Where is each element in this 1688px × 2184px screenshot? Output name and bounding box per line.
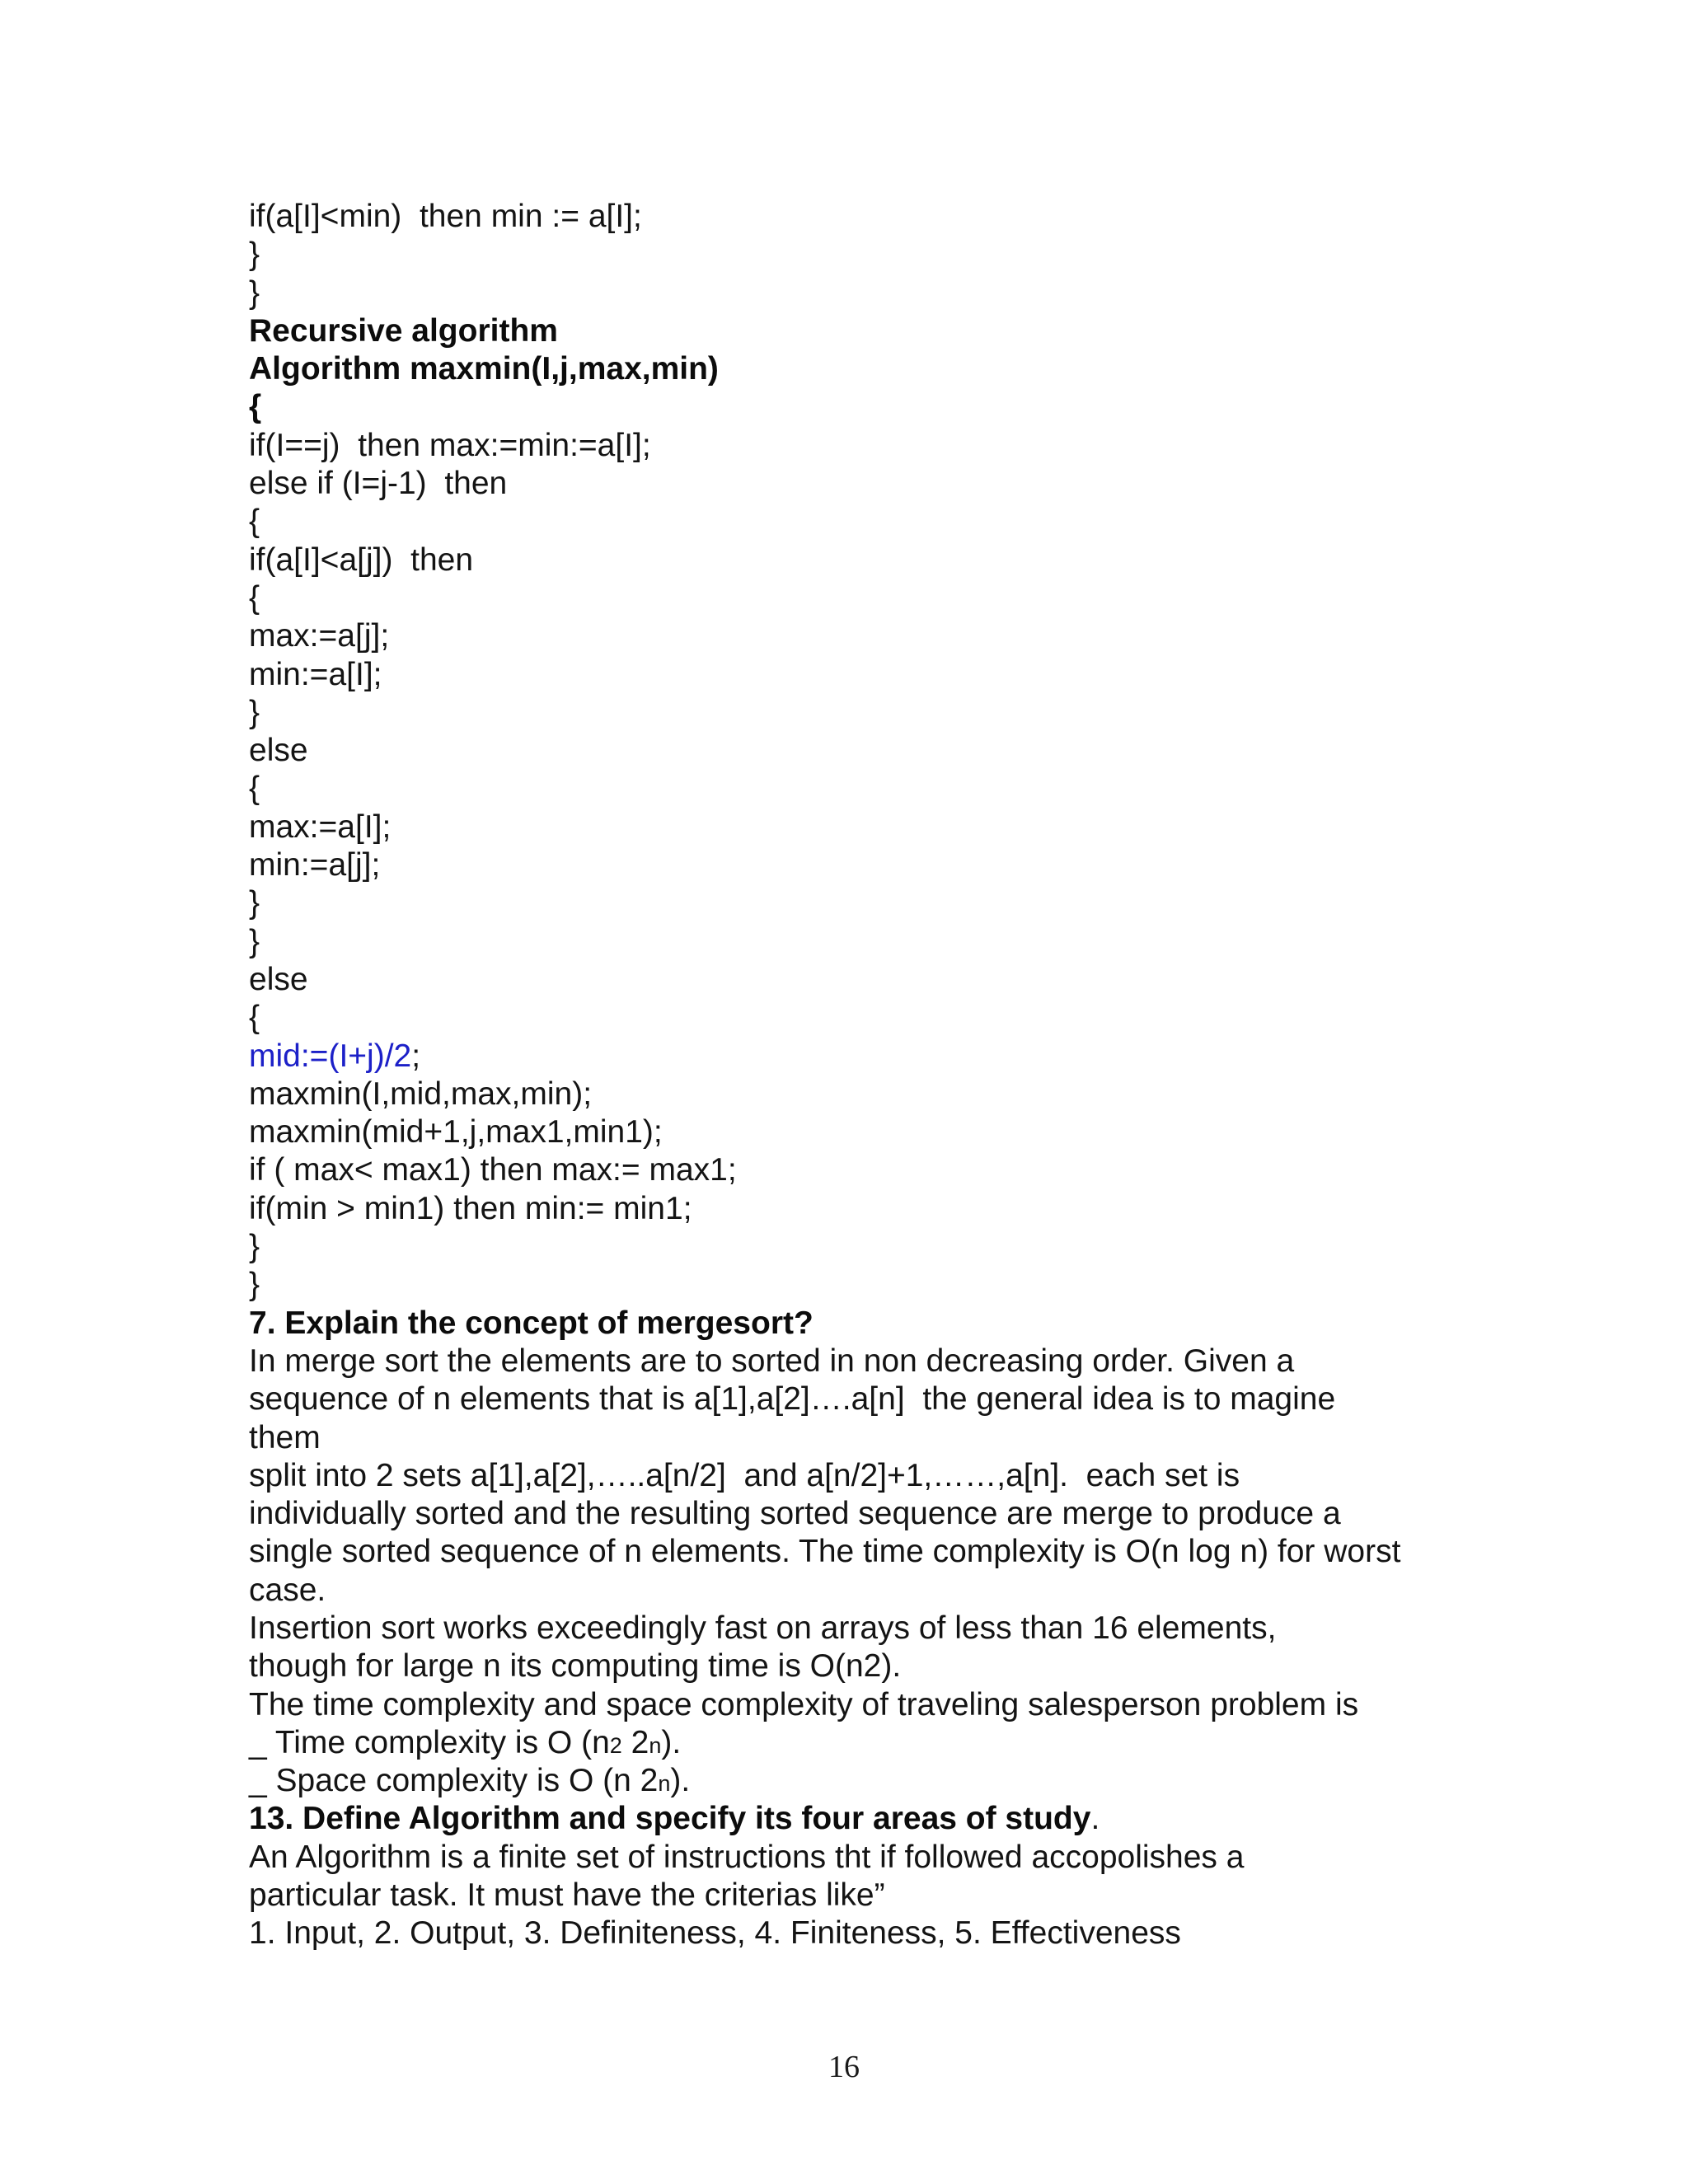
code-line: { [249,504,260,540]
algorithm-signature: Algorithm maxmin(I,j,max,min) [249,351,719,387]
space-complexity-exponent: n [658,1771,671,1797]
open-brace: { [249,389,262,425]
code-line: if(min > min1) then min:= min1; [249,1190,692,1226]
paragraph-line: individually sorted and the resulting sorted sequence are merge to produce a [249,1496,1341,1532]
code-line: { [249,579,260,616]
paragraph-line: case. [249,1572,326,1608]
time-complexity-base: 2 [621,1724,649,1760]
code-line: maxmin(I,mid,max,min); [249,1076,593,1112]
space-complexity-prefix: _ Space complexity is O (n 2 [249,1763,659,1799]
code-line: if(I==j) then max:=min:=a[I]; [249,427,651,463]
code-line: if(a[I]<min) then min := a[I]; [249,199,642,234]
code-line: } [249,1229,260,1265]
mid-assignment-line [249,1038,1535,1076]
code-line: { [249,1000,260,1036]
code-line: else if (I=j-1) then [249,466,508,502]
paragraph-line: though for large n its computing time is O(n2). [249,1648,902,1685]
question-13-heading: 13. Define Algorithm and specify its four areas of study [249,1801,1091,1837]
code-line: else [249,961,308,997]
time-complexity-exponent-n: n [649,1732,662,1758]
mid-semicolon: ; [411,1038,421,1074]
code-line: } [249,923,260,959]
paragraph-line: 1. Input, 2. Output, 3. Definiteness, 4. Finiteness, 5. Effectiveness [249,1915,1181,1952]
paragraph-line: An Algorithm is a finite set of instructions tht if followed accopolishes a [249,1839,1245,1875]
paragraph-line: single sorted sequence of n elements. The time complexity is O(n log n) for worst [249,1534,1401,1570]
paragraph-line: Insertion sort works exceedingly fast on arrays of less than 16 elements, [249,1610,1277,1646]
paragraph-line: particular task. It must have the criterias like” [249,1877,885,1914]
code-line: if ( max< max1) then max:= max1; [249,1152,737,1188]
paragraph-line: In merge sort the elements are to sorted in non decreasing order. Given a [249,1343,1295,1379]
time-complexity-suffix: ). [661,1724,682,1760]
code-line: max:=a[I]; [249,808,392,845]
code-line: max:=a[j]; [249,618,390,654]
question-13-heading-line [249,1800,1535,1838]
paragraph-line: split into 2 sets a[1],a[2],…..a[n/2] and a[n/2]+1,……,a[n]. each set is [249,1457,1240,1493]
time-complexity-line [249,1724,1535,1762]
paragraph-line: The time complexity and space complexity of traveling salesperson problem is [249,1686,1359,1722]
code-line: } [249,237,260,273]
code-line: maxmin(mid+1,j,max1,min1); [249,1114,663,1151]
code-line: } [249,694,260,730]
code-line: } [249,274,260,311]
time-complexity-exponent: 2 [609,1732,622,1758]
code-line: else [249,733,308,769]
page-number: 16 [828,2050,860,2084]
code-line: min:=a[I]; [249,656,382,692]
paragraph-line: sequence of n elements that is a[1],a[2]….a[n] the general idea is to magine [249,1381,1336,1418]
time-complexity-prefix: _ Time complexity is O (n [249,1724,610,1760]
code-line: min:=a[j]; [249,847,381,883]
mid-assignment: mid:=(I+j)/2 [249,1038,412,1074]
code-line: { [249,771,260,807]
question-13-heading-period: . [1090,1801,1100,1837]
question-7-heading: 7. Explain the concept of mergesort? [249,1305,814,1341]
space-complexity-suffix: ). [670,1763,691,1799]
paragraph-line: them [249,1419,321,1455]
space-complexity-line [249,1762,1535,1800]
code-line: if(a[I]<a[j]) then [249,541,474,578]
recursive-algorithm-heading: Recursive algorithm [249,312,558,349]
code-line: } [249,1267,260,1303]
page-content [249,198,1535,1953]
code-line: } [249,885,260,921]
